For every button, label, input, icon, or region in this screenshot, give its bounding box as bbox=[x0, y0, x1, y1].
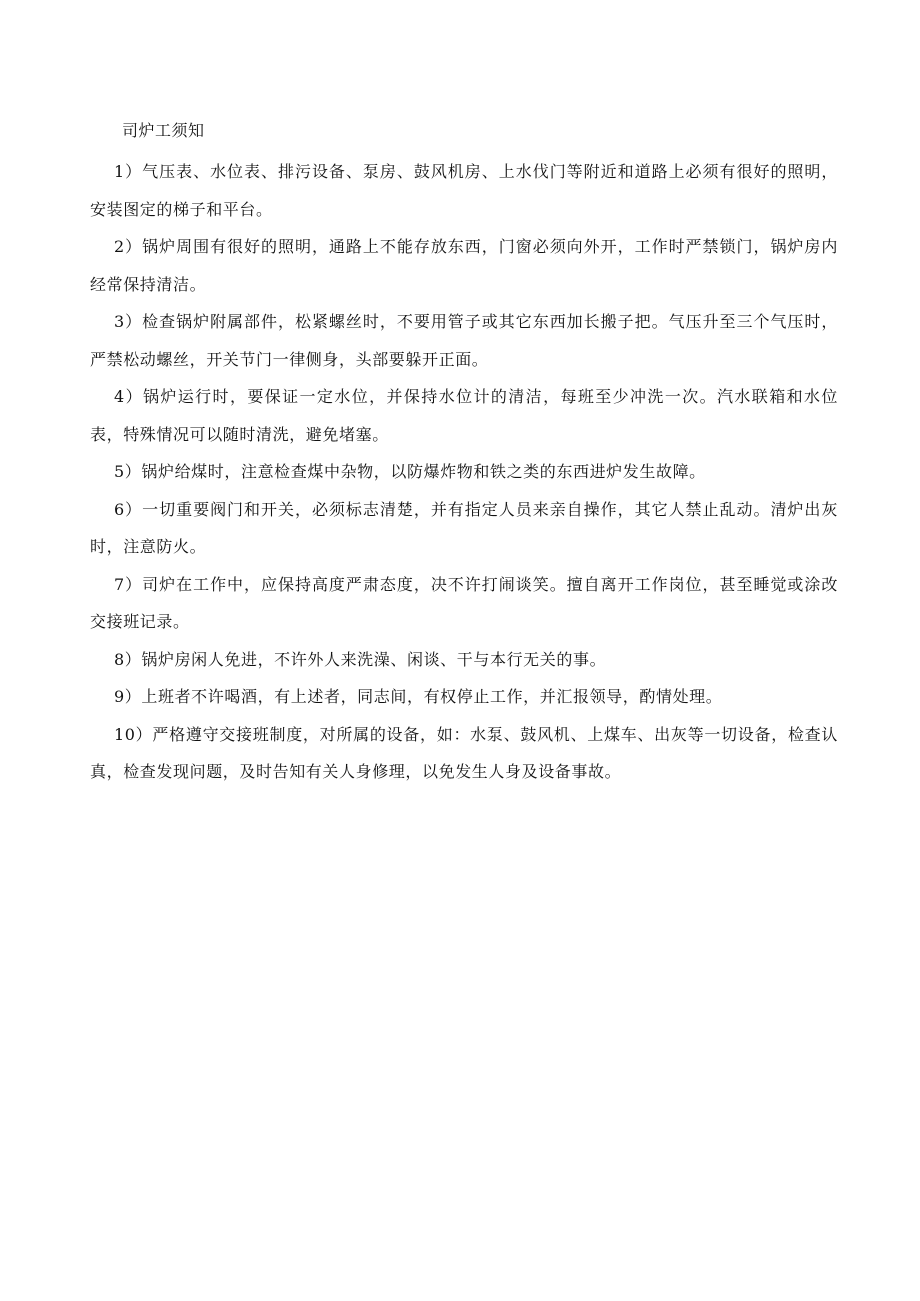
rule-item-5: 5）锅炉给煤时，注意检查煤中杂物，以防爆炸物和铁之类的东西进炉发生故障。 bbox=[114, 462, 706, 481]
document-title: 司炉工须知 bbox=[122, 121, 205, 140]
rule-item-1: 1）气压表、水位表、排污设备、泵房、鼓风机房、上水伐门等附近和道路上必须有很好的照明，安装图定的梯子和平台。 bbox=[90, 162, 838, 219]
rule-item-2: 2）锅炉周围有很好的照明，通路上不能存放东西，门窗必须向外开，工作时严禁锁门，锅炉房内经常保持清洁。 bbox=[90, 237, 838, 294]
rule-item-6: 6）一切重要阀门和开关，必须标志清楚，并有指定人员来亲自操作，其它人禁止乱动。清炉出灰时，注意防火。 bbox=[90, 499, 838, 556]
rule-item-7: 7）司炉在工作中，应保持高度严肃态度，决不许打闹谈笑。擅自离开工作岗位，甚至睡觉或涂改交接班记录。 bbox=[90, 574, 838, 631]
rule-item-3: 3）检查锅炉附属部件，松紧螺丝时，不要用管子或其它东西加长搬子把。气压升至三个气压时，严禁松动螺丝，开关节门一律侧身，头部要躲开正面。 bbox=[90, 312, 838, 369]
rule-item-8: 8）锅炉房闲人免进，不许外人来洗澡、闲谈、干与本行无关的事。 bbox=[114, 649, 607, 669]
rule-item-9: 9）上班者不许喝酒，有上述者，同志间，有权停止工作，并汇报领导，酌情处理。 bbox=[114, 687, 723, 706]
rule-item-4: 4）锅炉运行时，要保证一定水位，并保持水位计的清洁，每班至少冲洗一次。汽水联箱和水位表，特殊情况可以随时清洗，避免堵塞。 bbox=[90, 387, 838, 444]
rule-item-10: 10）严格遵守交接班制度，对所属的设备，如：水泵、鼓风机、上煤车、出灰等一切设备，检查认真，检查发现问题，及时告知有关人身修理，以免发生人身及设备事故。 bbox=[90, 724, 838, 781]
